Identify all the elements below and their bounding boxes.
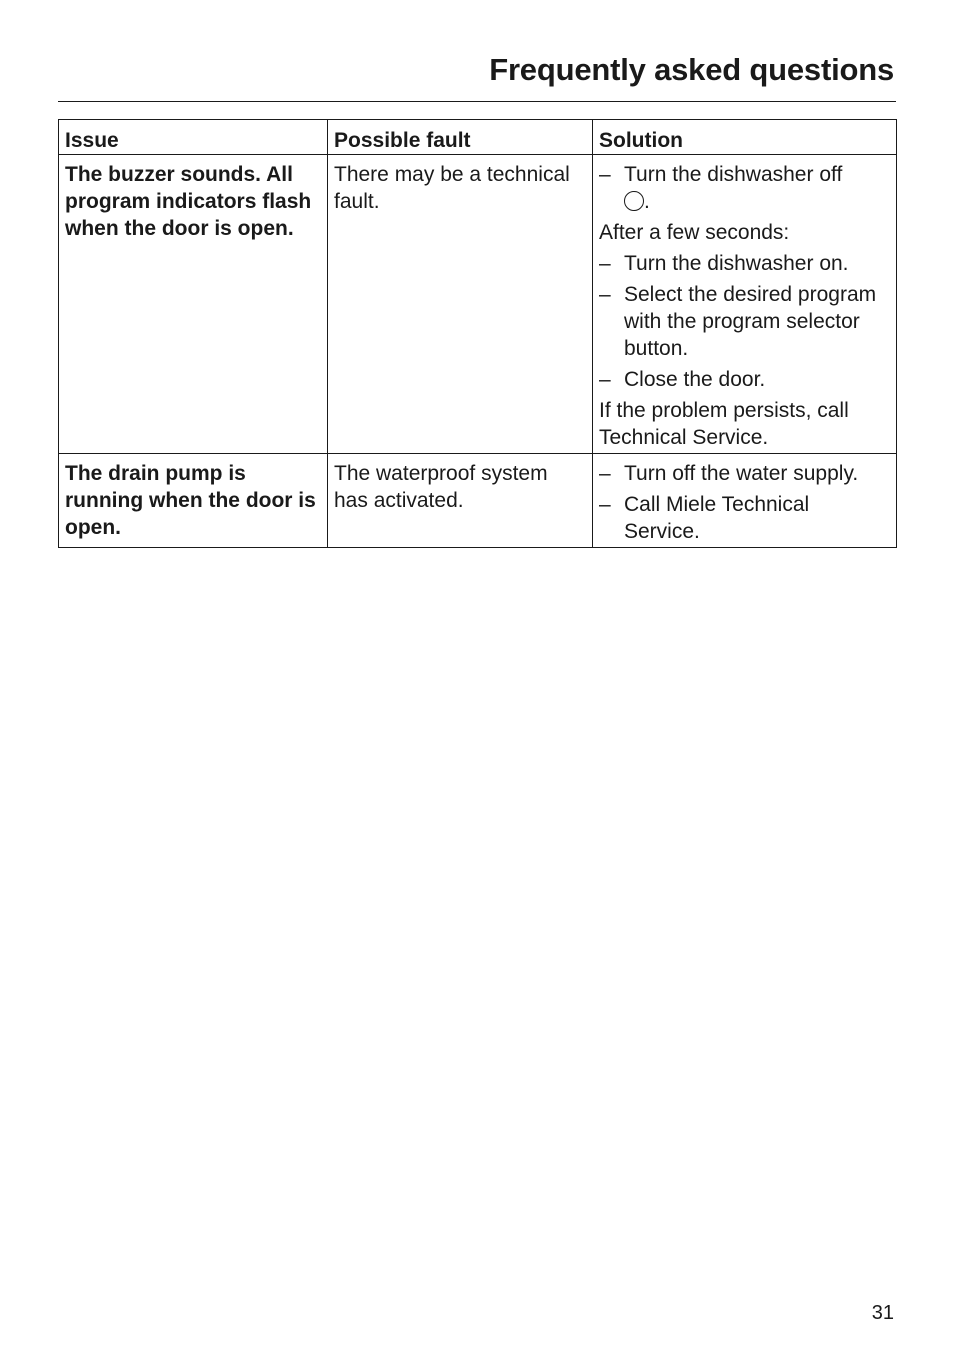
dash-bullet: – [599, 163, 611, 186]
page-number: 31 [871, 1302, 894, 1324]
dash-bullet: – [599, 462, 611, 485]
solution-cell [593, 454, 897, 548]
dash-bullet: – [599, 368, 611, 391]
solution-note: If the problem persists, call Technical Service. [599, 399, 849, 449]
dash-bullet: – [599, 493, 611, 516]
dash-bullet: – [599, 283, 611, 306]
column-header-issue: Issue [59, 120, 328, 155]
solution-step-text: Turn the dishwasher on. [624, 252, 849, 275]
solution-step [599, 161, 890, 215]
solution-step [599, 366, 890, 393]
column-header-solution: Solution [593, 120, 897, 155]
table-header-row [59, 120, 897, 155]
solution-step-text: Close the door. [624, 368, 766, 391]
solution-step [599, 250, 890, 277]
solution-cell [593, 155, 897, 454]
table-row [59, 454, 897, 548]
solution-step-text: Turn off the water supply. [624, 462, 859, 485]
possible-fault-cell: There may be a technical fault. [328, 155, 593, 454]
power-off-icon [624, 191, 644, 211]
solution-step-text: Turn the dishwasher off [624, 163, 843, 186]
solution-step-suffix: . [644, 190, 650, 213]
issue-cell: The buzzer sounds. All program indicators flash when the door is open. [59, 155, 328, 454]
issue-cell: The drain pump is running when the door is open. [59, 454, 328, 548]
solution-step [599, 281, 890, 362]
table-row [59, 155, 897, 454]
possible-fault-cell: The waterproof system has activated. [328, 454, 593, 548]
title-divider [58, 101, 896, 102]
faq-table [58, 119, 897, 548]
column-header-possible-fault: Possible fault [328, 120, 593, 155]
solution-step [599, 491, 890, 545]
solution-step [599, 460, 890, 487]
solution-note: After a few seconds: [599, 221, 790, 244]
dash-bullet: – [599, 252, 611, 275]
solution-step-text: Call Miele Technical Service. [624, 493, 810, 543]
page-title: Frequently asked questions [489, 52, 894, 87]
solution-step-text: Select the desired program with the program selector button. [624, 283, 877, 360]
